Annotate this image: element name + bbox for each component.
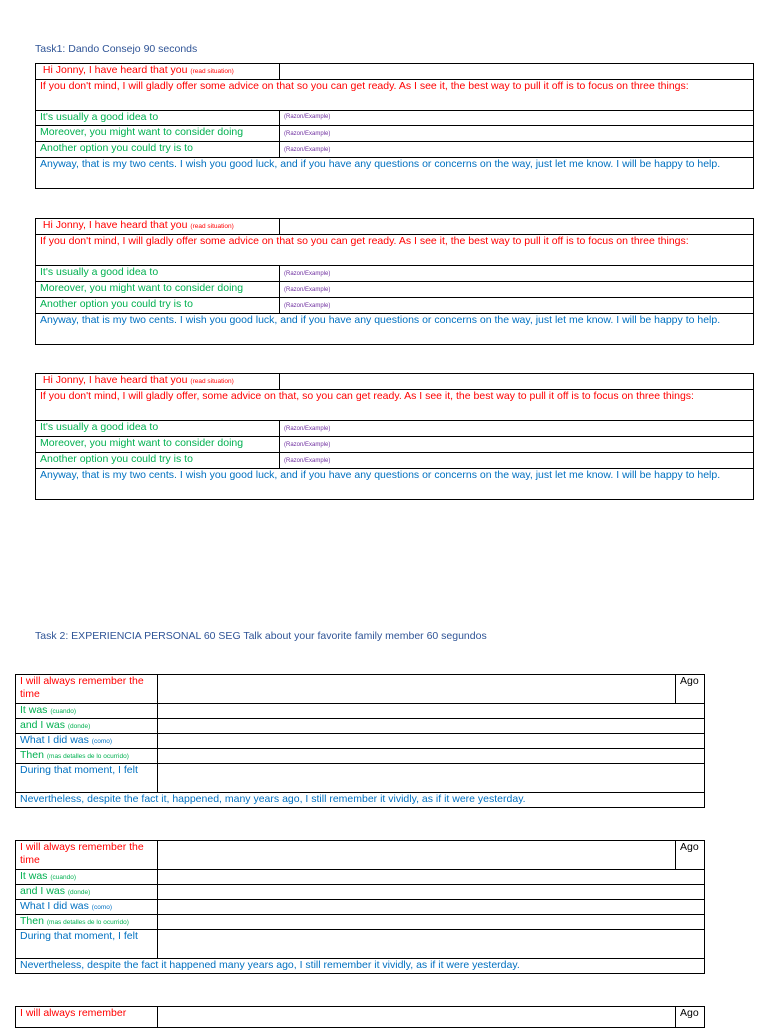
it-was-answer-cell[interactable] <box>158 870 705 885</box>
option3-label: Another option you could try is to <box>36 142 280 158</box>
what-i-did-answer-cell[interactable] <box>158 734 705 749</box>
option1-note: (Razon/Example) <box>284 426 331 432</box>
greeting-text: Hi Jonny, I have heard that you <box>42 64 188 76</box>
option1-label: It's usually a good idea to <box>36 111 280 126</box>
then-answer-cell[interactable] <box>158 749 705 764</box>
i-was-text: and I was <box>20 885 65 897</box>
option2-label: Moreover, you might want to consider doing <box>36 437 280 453</box>
greeting-answer-cell[interactable] <box>280 219 754 235</box>
advice-table-2 <box>35 218 754 345</box>
option2-note: (Razon/Example) <box>284 131 331 137</box>
then-answer-cell[interactable] <box>158 915 705 930</box>
what-i-did-text: What I did was <box>20 734 89 746</box>
remember-label: I will always remember the time <box>16 675 158 704</box>
i-was-label <box>16 719 158 734</box>
during-label: During that moment, I felt <box>16 764 158 793</box>
greeting-note: (read situation) <box>190 378 234 385</box>
option3-answer-cell[interactable] <box>280 142 754 158</box>
greeting-note: (read situation) <box>190 223 234 230</box>
closing-cell: Nevertheless, despite the fact it, happened, many years ago, I still remember it vividly, as if it were yesterday. <box>16 793 705 808</box>
intro-cell: If you don't mind, I will gladly offer some advice on that so you can get ready. As I see it, the best way to pull it off is to focus on three things: <box>36 235 754 266</box>
advice-table-1 <box>35 63 754 189</box>
greeting-cell[interactable] <box>36 64 280 80</box>
it-was-text: It was <box>20 870 48 882</box>
i-was-answer-cell[interactable] <box>158 885 705 900</box>
ago-label: Ago <box>676 841 705 870</box>
option1-answer-cell[interactable] <box>280 421 754 437</box>
what-i-did-text: What I did was <box>20 900 89 912</box>
option3-answer-cell[interactable] <box>280 298 754 314</box>
it-was-answer-cell[interactable] <box>158 704 705 719</box>
remember-answer-cell[interactable] <box>158 1007 676 1028</box>
i-was-label <box>16 885 158 900</box>
greeting-cell[interactable] <box>36 374 280 390</box>
during-answer-cell[interactable] <box>158 764 705 793</box>
what-i-did-note: (como) <box>91 904 113 911</box>
what-i-did-note: (como) <box>91 738 113 745</box>
ago-label: Ago <box>676 675 705 704</box>
experience-table-1 <box>15 674 705 808</box>
option3-label: Another option you could try is to <box>36 298 280 314</box>
remember-answer-cell[interactable] <box>158 675 676 704</box>
it-was-text: It was <box>20 704 48 716</box>
option1-label: It's usually a good idea to <box>36 421 280 437</box>
option1-note: (Razon/Example) <box>284 271 331 277</box>
greeting-text: Hi Jonny, I have heard that you <box>42 374 188 386</box>
then-label <box>16 749 158 764</box>
option3-label: Another option you could try is to <box>36 453 280 469</box>
option3-note: (Razon/Example) <box>284 147 331 153</box>
option2-note: (Razon/Example) <box>284 442 331 448</box>
option2-label: Moreover, you might want to consider doing <box>36 282 280 298</box>
remember-label: I will always remember <box>16 1007 158 1028</box>
i-was-note: (donde) <box>67 889 91 896</box>
remember-answer-cell[interactable] <box>158 841 676 870</box>
experience-table-2 <box>15 840 705 974</box>
closing-cell: Anyway, that is my two cents. I wish you good luck, and if you have any questions or concerns on the way, just let me know. I will be happy to help. <box>36 314 754 345</box>
option2-answer-cell[interactable] <box>280 282 754 298</box>
option3-note: (Razon/Example) <box>284 303 331 309</box>
then-text: Then <box>20 915 44 927</box>
experience-table-3 <box>15 1006 705 1028</box>
then-text: Then <box>20 749 44 761</box>
during-label: During that moment, I felt <box>16 930 158 959</box>
task2-heading: Task 2: EXPERIENCIA PERSONAL 60 SEG Talk about your favorite family member 60 segundos <box>35 630 487 642</box>
greeting-answer-cell[interactable] <box>280 64 754 80</box>
during-answer-cell[interactable] <box>158 930 705 959</box>
option2-label: Moreover, you might want to consider doing <box>36 126 280 142</box>
task1-heading: Task1: Dando Consejo 90 seconds <box>35 43 198 55</box>
closing-cell: Anyway, that is my two cents. I wish you good luck, and if you have any questions or concerns on the way, just let me know. I will be happy to help. <box>36 469 754 500</box>
intro-cell: If you don't mind, I will gladly offer some advice on that so you can get ready. As I see it, the best way to pull it off is to focus on three things: <box>36 80 754 111</box>
then-label <box>16 915 158 930</box>
ago-label: Ago <box>676 1007 705 1028</box>
greeting-text: Hi Jonny, I have heard that you <box>42 219 188 231</box>
greeting-answer-cell[interactable] <box>280 374 754 390</box>
option2-note: (Razon/Example) <box>284 287 331 293</box>
option1-answer-cell[interactable] <box>280 266 754 282</box>
greeting-cell[interactable] <box>36 219 280 235</box>
option1-note: (Razon/Example) <box>284 114 331 120</box>
then-note: (mas detalles de lo ocurrido) <box>46 919 129 926</box>
it-was-label <box>16 704 158 719</box>
option2-answer-cell[interactable] <box>280 437 754 453</box>
i-was-note: (donde) <box>67 723 91 730</box>
then-note: (mas detalles de lo ocurrido) <box>46 753 129 760</box>
greeting-note: (read situation) <box>190 68 234 75</box>
it-was-label <box>16 870 158 885</box>
advice-table-3 <box>35 373 754 500</box>
option2-answer-cell[interactable] <box>280 126 754 142</box>
what-i-did-label <box>16 734 158 749</box>
option1-label: It's usually a good idea to <box>36 266 280 282</box>
option3-answer-cell[interactable] <box>280 453 754 469</box>
it-was-note: (cuando) <box>50 708 77 715</box>
what-i-did-answer-cell[interactable] <box>158 900 705 915</box>
closing-cell: Nevertheless, despite the fact it happened many years ago, I still remember it vividly, as if it were yesterday. <box>16 959 705 974</box>
closing-cell: Anyway, that is my two cents. I wish you good luck, and if you have any questions or concerns on the way, just let me know. I will be happy to help. <box>36 158 754 189</box>
what-i-did-label <box>16 900 158 915</box>
i-was-answer-cell[interactable] <box>158 719 705 734</box>
it-was-note: (cuando) <box>50 874 77 881</box>
option3-note: (Razon/Example) <box>284 458 331 464</box>
intro-cell: If you don't mind, I will gladly offer, some advice on that, so you can get ready. As I see it, the best way to pull it off is to focus on three things: <box>36 390 754 421</box>
option1-answer-cell[interactable] <box>280 111 754 126</box>
remember-label: I will always remember the time <box>16 841 158 870</box>
i-was-text: and I was <box>20 719 65 731</box>
